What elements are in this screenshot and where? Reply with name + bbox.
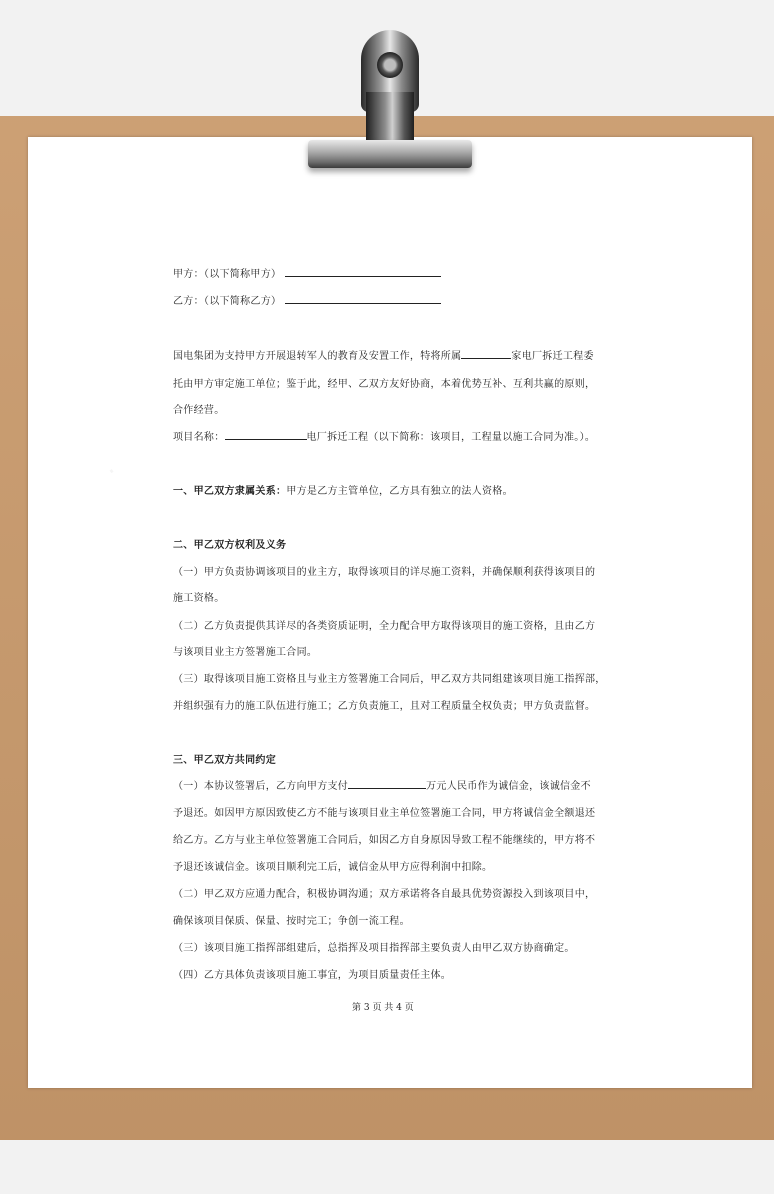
section-3-para-1c: 给乙方。乙方与业主单位签署施工合同后，如因乙方自身原因导致工程不能继续的，甲方将不 (173, 835, 596, 846)
intro-text-1b: 家电厂拆迁工程委 (511, 351, 594, 362)
section-2-para-1b: 施工资格。 (173, 593, 225, 604)
party-b-label: 乙方：（以下简称乙方） (173, 296, 282, 307)
section-1 (173, 482, 513, 497)
section-3-para-1d: 予退还该诚信金。该项目顺利完工后，诚信金从甲方应得利润中扣除。 (173, 862, 493, 873)
project-name-line (173, 428, 595, 443)
section-3-para-2b: 确保该项目保质、保量、按时完工；争创一流工程。 (173, 916, 410, 927)
project-name-blank (225, 429, 307, 440)
watermark (100, 457, 124, 486)
intro-text-1a: 国电集团为支持甲方开展退转军人的教育及安置工作，特将所属 (173, 351, 462, 362)
section-1-text: 甲方是乙方主管单位，乙方具有独立的法人资格。 (286, 486, 513, 497)
intro-line-1 (173, 347, 594, 362)
binder-clip-neck (366, 92, 414, 140)
section-3-para-3: （三）该项目施工指挥部组建后，总指挥及项目指挥部主要负责人由甲乙双方协商确定。 (173, 943, 575, 954)
section-1-title: 一、甲乙双方隶属关系： (173, 486, 287, 497)
section-2-para-2b: 与该项目业主方签署施工合同。 (173, 647, 318, 658)
section-3-para-1a-end: 万元人民币作为诚信金，该诚信金不 (426, 781, 591, 792)
section-3-para-2a: （二）甲乙双方应通力配合，积极协调沟通；双方承诺将各自最具优势资源投入到该项目中， (173, 889, 596, 900)
party-b-blank (285, 293, 441, 304)
section-3-para-1a-start: （一）本协议签署后，乙方向甲方支付 (173, 781, 349, 792)
intro-line-2: 托由甲方审定施工单位；鉴于此，经甲、乙双方友好协商，本着优势互补、互利共赢的原则， (173, 379, 596, 390)
section-2-para-3a: （三）取得该项目施工资格且与业主方签署施工合同后，甲乙双方共同组建该项目施工指挥部， (173, 674, 606, 685)
party-b-line (173, 292, 441, 307)
party-a-label: 甲方：（以下简称甲方） (173, 269, 282, 280)
section-3-para-1a (173, 777, 591, 792)
section-3-para-4: （四）乙方具体负责该项目施工事宜，为项目质量责任主体。 (173, 970, 452, 981)
project-name-rest: 电厂拆迁工程（以下简称：该项目，工程量以施工合同为准。）。 (306, 432, 596, 443)
section-2-title: 二、甲乙双方权利及义务 (173, 540, 287, 551)
party-a-line (173, 265, 441, 280)
page-number: 第 3 页 共 4 页 (352, 1003, 414, 1013)
project-name-label: 项目名称： (173, 432, 225, 443)
binder-clip-plate (308, 140, 472, 168)
binder-clip-hole (377, 52, 403, 78)
section-2-para-2a: （二）乙方负责提供其详尽的各类资质证明，全力配合甲方取得该项目的施工资格，且由乙方 (173, 621, 596, 632)
deposit-amount-blank (348, 778, 426, 789)
section-3-para-1b: 予退还。如因甲方原因致使乙方不能与该项目业主单位签署施工合同，甲方将诚信金全额退还 (173, 808, 596, 819)
section-3-title: 三、甲乙双方共同约定 (173, 755, 276, 766)
intro-line-3: 合作经营。 (173, 405, 225, 416)
party-a-blank (285, 266, 441, 277)
section-2-para-1a: （一）甲方负责协调该项目的业主方，取得该项目的详尽施工资料，并确保顺利获得该项目的 (173, 567, 596, 578)
plant-name-blank (461, 348, 511, 359)
section-2-para-3b: 并组织强有力的施工队伍进行施工；乙方负责施工，且对工程质量全权负责；甲方负责监督。 (173, 701, 596, 712)
